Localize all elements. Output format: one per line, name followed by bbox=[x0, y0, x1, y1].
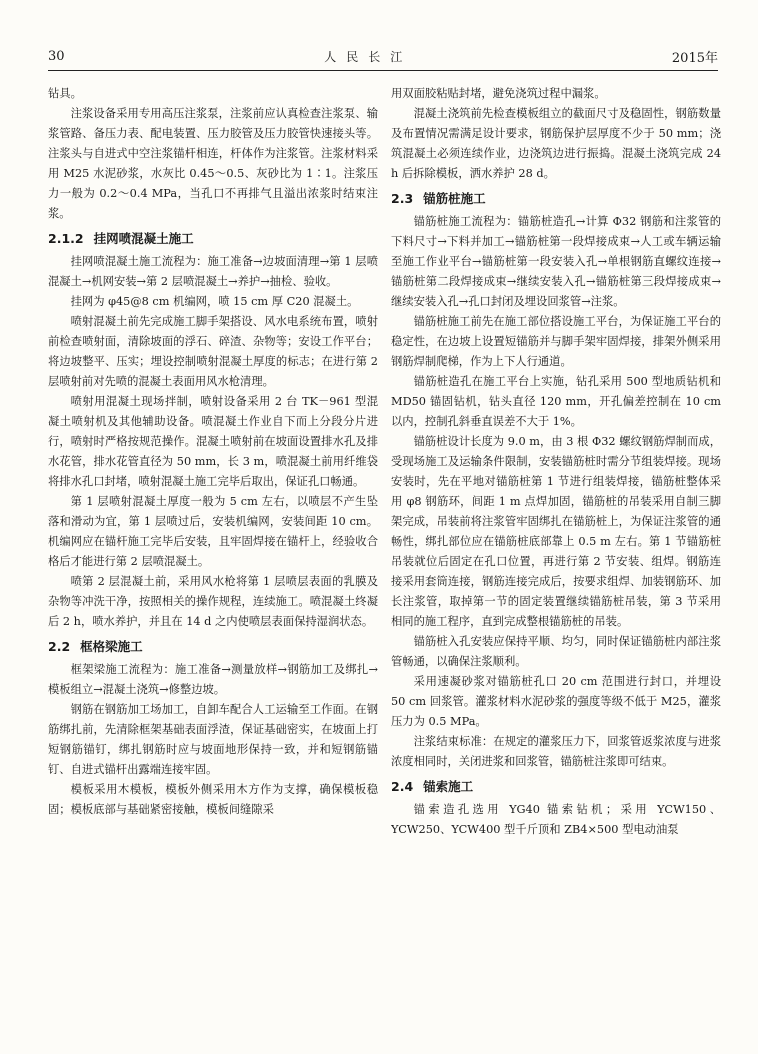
section-title: 锚筋桩施工 bbox=[423, 191, 486, 206]
header-rule bbox=[48, 70, 718, 71]
page-number: 30 bbox=[48, 48, 65, 64]
body-paragraph: 喷第 2 层混凝土前，采用风水枪将第 1 层喷层表面的乳膜及杂物等冲洗干净，按照相关的操作规程，连续施工。喷混凝土终凝后 2 h，喷水养护，并且在 14 d 之内使喷层表面保持湿润状态。 bbox=[48, 575, 378, 628]
section-title: 框格梁施工 bbox=[80, 639, 143, 654]
section-heading bbox=[391, 188, 721, 210]
body-paragraph: 采用速凝砂浆对锚筋桩孔口 20 cm 范围进行封口，并埋设 50 cm 回浆管。灌浆材料水泥砂浆的强度等级不低于 M25，灌浆压力为 0.5 MPa。 bbox=[391, 675, 721, 728]
running-header bbox=[48, 44, 718, 68]
body-paragraph: 钻具。 bbox=[48, 87, 82, 100]
section-heading bbox=[391, 776, 721, 798]
body-paragraph: 第 1 层喷射混凝土厚度一般为 5 cm 左右，以喷层不产生坠落和滑动为宜，第 1 层喷过后，安装机编网，安装间距 10 cm。机编网应在锚杆施工完毕后安装，且牢固焊接在锚杆上，经验收合格后才能进行第 2 层喷混凝土。 bbox=[48, 495, 378, 568]
body-paragraph: 模板采用木模板，模板外侧采用木方作为支撑，确保模板稳固；模板底部与基础紧密接触，模板间缝隙采 bbox=[48, 783, 378, 816]
section-heading bbox=[48, 636, 378, 658]
section-title: 锚索施工 bbox=[423, 779, 474, 794]
body-paragraph: 喷射混凝土前先完成施工脚手架搭设、风水电系统布置，喷射前检查喷射面，清除坡面的浮石、碎渣、杂物等；安设工作平台；将边坡整平、压实；埋设控制喷射混凝土厚度的标志；在进行第 2 层喷射前对先喷的混凝土表面用风水枪清理。 bbox=[48, 315, 378, 388]
body-paragraph: 挂网为 φ45@8 cm 机编网，喷 15 cm 厚 C20 混凝土。 bbox=[70, 295, 359, 308]
body-paragraph: 锚筋桩入孔安装应保持平顺、均匀，同时保证锚筋桩内部注浆管畅通，以确保注浆顺利。 bbox=[391, 635, 721, 668]
body-paragraph: 挂网喷混凝土施工流程为：施工准备→边坡面清理→第 1 层喷混凝土→机网安装→第 2 层喷混凝土→养护→抽检、验收。 bbox=[48, 255, 378, 288]
right-column bbox=[391, 84, 721, 1044]
journal-name: 人民长江 bbox=[324, 49, 413, 64]
body-paragraph: 钢筋在钢筋加工场加工，自卸车配合人工运输至工作面。在钢筋绑扎前，先清除框架基础表面浮渣，保证基础密实，在坡面上打短钢筋锚钉，绑扎钢筋时应与坡面地形保持一致，并和短钢筋锚钉、自进式锚杆出露端连接牢固。 bbox=[48, 703, 378, 776]
issue-year: 2015年 bbox=[671, 50, 718, 66]
body-paragraph: 注浆结束标准：在规定的灌浆压力下，回浆管返浆浓度与进浆浓度相同时，关闭进浆和回浆管，锚筋桩注浆即可结束。 bbox=[391, 735, 721, 768]
left-column bbox=[48, 84, 378, 1044]
body-paragraph: 锚筋桩设计长度为 9.0 m，由 3 根 Φ32 螺纹钢筋焊制而成，受现场施工及运输条件限制，安装锚筋桩时需分节组装焊接。现场安装时，先在平地对锚筋桩第 1 节进行组装焊接，锚筋桩整体采用 φ8 钢筋环，间距 1 m 点焊加固，锚筋桩的吊装采用自制三脚架完成，吊装前将注浆管牢固绑扎在锚筋桩上，为保证注浆管的通畅性，绑扎部位应在锚筋桩底部靠上 0.5 m 左右。第 1 节锚筋桩吊装就位后固定在孔口位置，再进行第 2 节安装、组焊。钢筋连接采用套筒连接，钢筋连接完成后，按要求组焊、加装钢筋环、加长注浆管，取掉第一节的固定装置继续锚筋桩吊装，第 3 节采用相同的施工程序，直到完成整根锚筋桩的吊装。 bbox=[391, 435, 721, 628]
body-paragraph: 锚索造孔选用 YG40 锚索钻机；采用 YCW150、YCW250、YCW400 型千斤顶和 ZB4×500 型电动油泵 bbox=[391, 803, 721, 836]
section-heading bbox=[48, 228, 378, 250]
section-number: 2.2 bbox=[48, 639, 71, 654]
section-number: 2.4 bbox=[391, 779, 414, 794]
body-paragraph: 框架梁施工流程为：施工准备→测量放样→钢筋加工及绑扎→模板组立→混凝土浇筑→修整边坡。 bbox=[48, 663, 378, 696]
body-paragraph: 注浆设备采用专用高压注浆泵，注浆前应认真检查注浆泵、输浆管路、备压力表、配电装置、压力胶管及压力胶管快速接头等。注浆头与自进式中空注浆锚杆相连，杆体作为注浆管。注浆材料采用 M25 水泥砂浆，水灰比 0.45～0.5、灰砂比为 1∶1。注浆压力一般为 0.2～0.4 MPa，当孔口不再排气且溢出浓浆时结束注浆。 bbox=[48, 107, 378, 220]
body-paragraph: 锚筋桩施工流程为：锚筋桩造孔→计算 Φ32 钢筋和注浆管的下料尺寸→下料并加工→锚筋桩第一段焊接成束→人工或车辆运输至施工作业平台→锚筋桩第一段安装入孔→单根钢筋直螺纹连接→锚筋桩第二段焊接成束→继续安装入孔→锚筋桩第三段焊接成束→继续安装入孔→孔口封闭及埋设回浆管→注浆。 bbox=[391, 215, 721, 308]
body-paragraph: 锚筋桩造孔在施工平台上实施，钻孔采用 500 型地质钻机和 MD50 锚固钻机，钻头直径 120 mm，开孔偏差控制在 10 cm 以内，控制孔斜垂直误差不大于 1%。 bbox=[391, 375, 721, 428]
section-number: 2.3 bbox=[391, 191, 414, 206]
body-paragraph: 混凝土浇筑前先检查模板组立的截面尺寸及稳固性，钢筋数量及布置情况需满足设计要求，钢筋保护层厚度不少于 50 mm；浇筑混凝土必须连续作业，边浇筑边进行振捣。混凝土浇筑完成 24 h 后拆除模板，洒水养护 28 d。 bbox=[391, 107, 721, 180]
body-paragraph: 锚筋桩施工前先在施工部位搭设施工平台，为保证施工平台的稳定性，在边坡上设置短锚筋并与脚手架牢固焊接，排架外侧采用钢筋焊制爬梯，作为上下人行通道。 bbox=[391, 315, 721, 368]
body-paragraph: 喷射用混凝土现场拌制，喷射设备采用 2 台 TK－961 型混凝土喷射机及其他辅助设备。喷混凝土作业自下而上分段分片进行，喷射时严格按规范操作。混凝土喷射前在坡面设置排水孔及排水花管，排水花管直径为 50 mm，长 3 m，喷混凝土前用纤维袋将排水孔口封堵，喷射混凝土施工完毕后取出，保证孔口畅通。 bbox=[48, 395, 378, 488]
body-paragraph: 用双面胶粘贴封堵，避免浇筑过程中漏浆。 bbox=[391, 87, 606, 100]
section-title: 挂网喷混凝土施工 bbox=[93, 231, 194, 246]
section-number: 2.1.2 bbox=[48, 231, 84, 246]
